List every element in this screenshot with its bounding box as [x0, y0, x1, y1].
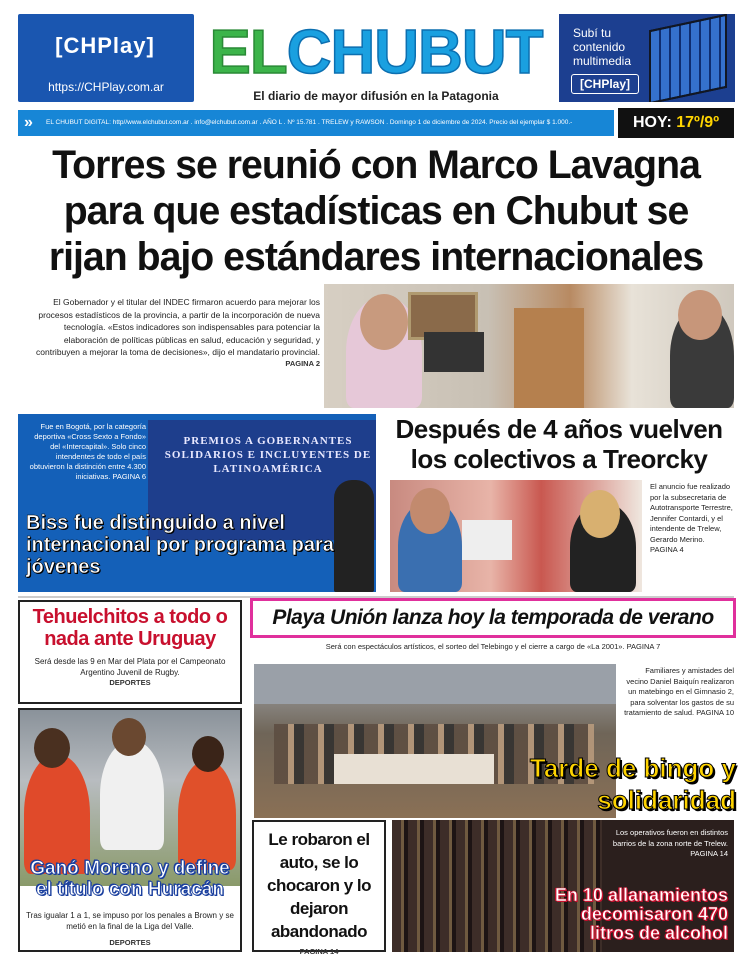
tehuelchitos-section: DEPORTES	[109, 678, 151, 687]
chplay-ad-text: Subí tu contenido multimedia	[573, 26, 632, 68]
rugby-section: DEPORTES	[109, 938, 151, 947]
auto-story[interactable]	[252, 820, 386, 956]
weather-value: 17º/9º	[676, 114, 720, 131]
biss-headline[interactable]: Biss fue distinguido a nivel internacional por programa para jóvenes	[26, 512, 334, 578]
alcohol-headline[interactable]: En 10 allanamientos decomisaron 470 litros de alcohol	[554, 885, 728, 943]
logo-chubut: CHUBUT	[286, 18, 543, 87]
tehuelchitos-headline[interactable]: Tehuelchitos a todo o nada ante Uruguay	[32, 606, 228, 650]
treorcky-photo	[390, 480, 642, 592]
main-headline[interactable]: Torres se reunió con Marco Lavagna para que estadísticas en Chubut se rijan bajo estándares internacionales	[48, 143, 704, 279]
treorcky-body: El anuncio fue realizado por la subsecretaria de Autotransporte Terrestre, Jennifer Contardi, y el intendente de Trelew, Gerardo Merino. PAGINA 4	[650, 482, 733, 554]
tagline: El diario de mayor difusión en la Patagonia	[253, 89, 499, 103]
tehuelchitos-body: Será desde las 9 en Mar del Plata por el Campeonato Argentino Juvenil de Rugby.	[34, 657, 226, 677]
chplay-ad-brand: [CHPlay]	[571, 74, 639, 94]
weather-label: HOY:	[632, 114, 672, 131]
rugby-body: Tras igualar 1 a 1, se impuso por los penales a Brown y se metió en la final de la Liga del Valle.	[26, 911, 234, 931]
main-lead-text: El Gobernador y el titular del INDEC firmaron acuerdo para mejorar los procesos estadísticos de la provincia, a partir de la incorporación de nueva tecnología. «Estos indicadores son indispensables para potenciar la elaboración de políticas públicas en salud, educación y seguridad, y contribuyen a mejorar la toma de decisiones», dijo el mandatario provincial.	[36, 297, 320, 357]
biss-summary: Fue en Bogotá, por la categoría deportiva «Cross Sexto a Fondo» del «Intercapital». Solo cinco intendentes de todo el país obtuvieron la distinción entre 4.300 iniciativas. PAGINA 6	[29, 422, 146, 481]
rugby-headline[interactable]: Ganó Moreno y define el título con Huracán	[30, 858, 230, 900]
playa-union-sub: Será con espectáculos artísticos, el sorteo del Telebingo y el cierre a cargo de «La 2001». PAGINA 7	[325, 642, 661, 651]
bingo-body: Familiares y amistades del vecino Daniel Baiquín realizaron un matebingo en el Gimnasio 2, para solventar los gastos de su tratamiento de salud. PAGINA 10	[624, 666, 734, 717]
chplay-ad-right[interactable]	[559, 14, 735, 102]
biss-story[interactable]	[18, 414, 376, 592]
award-plaque: PREMIOS A GOBERNANTES SOLIDARIOS E INCLUYENTES DE LATINOAMÉRICA	[148, 420, 376, 540]
main-lead	[20, 296, 320, 368]
main-story-photo	[324, 284, 734, 408]
weather-box	[618, 108, 734, 138]
logo-el: EL	[209, 18, 287, 87]
playa-union-headline[interactable]: Playa Unión lanza hoy la temporada de verano	[250, 598, 736, 638]
alcohol-body: Los operativos fueron en distintos barrios de la zona norte de Trelew. PAGINA 14	[612, 828, 728, 858]
treorcky-headline[interactable]: Después de 4 años vuelven los colectivos a Treorcky	[395, 414, 723, 474]
chevron-right-icon: »	[24, 114, 33, 131]
tehuelchitos-story[interactable]	[18, 600, 242, 704]
auto-page-ref: PAGINA 14	[299, 947, 339, 956]
phone-screen-image	[649, 14, 727, 102]
info-bar	[18, 110, 614, 136]
chplay-brand: [CHPlay]	[30, 24, 180, 68]
newspaper-logo	[200, 18, 552, 88]
bingo-headline[interactable]: Tarde de bingo y solidaridad	[529, 753, 736, 815]
chplay-ad-left[interactable]	[18, 14, 194, 102]
main-page-ref: PAGINA 2	[285, 358, 320, 368]
info-bar-text: EL CHUBUT DIGITAL: http//www.elchubut.com.ar . info@elchubut.com.ar . AÑO L . Nº 15.781 . TRELEW y RAWSON . Domingo 1 de diciembre de 2024. Precio del ejemplar $ 1.000.-	[46, 119, 573, 126]
rugby-story[interactable]	[18, 708, 242, 952]
alcohol-story[interactable]	[392, 820, 734, 952]
chplay-url[interactable]: https://CHPlay.com.ar	[48, 80, 164, 94]
auto-headline[interactable]: Le robaron el auto, se lo chocaron y lo dejaron abandonado	[266, 830, 372, 941]
